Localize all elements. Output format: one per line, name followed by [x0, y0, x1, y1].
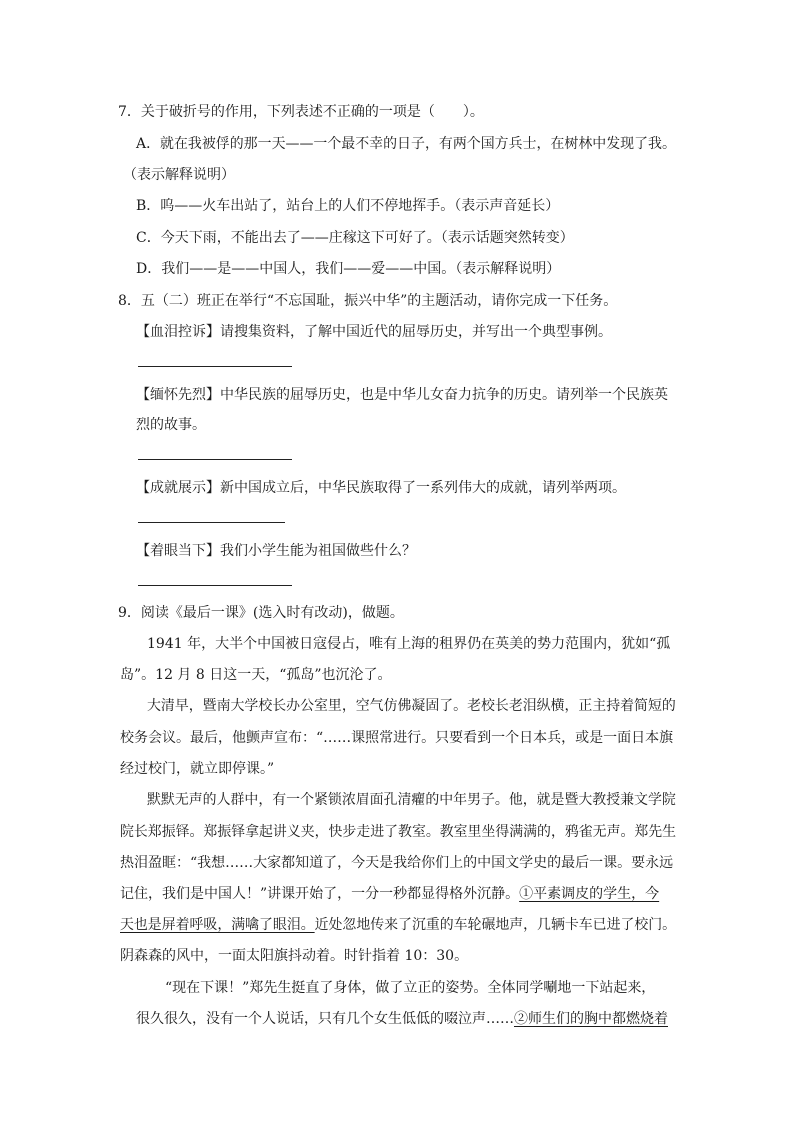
- q8-task-2: 【缅怀先烈】中华民族的屈辱历史，也是中华儿女奋力抗争的历史。请列举一个民族英: [136, 387, 668, 403]
- q8-task-3: 【成就展示】新中国成立后，中华民族取得了一系列伟大的成就，请列举两项。: [136, 480, 626, 496]
- q7-option-a: A．就在我被俘的那一天——一个最不幸的日子，有两个国方兵士，在树林中发现了我。: [136, 136, 676, 152]
- passage-line: 院长郑振铎。郑振铎拿起讲义夹，快步走进了教室。教室里坐得满满的，鸦雀无声。郑先生: [120, 824, 677, 840]
- passage-line: 阴森森的风中，一面太阳旗抖动着。时针指着 10：30。: [120, 948, 469, 964]
- underlined-sentence-1: ①平素调皮的学生，今: [519, 886, 660, 902]
- answer-blank-4[interactable]: [138, 585, 292, 586]
- passage-line: 校务会议。最后，他颤声宣布：“……课照常进行。只要看到一个日本兵，或是一面日本旗: [120, 730, 674, 746]
- passage-text: 记住，我们是中国人！”讲课开始了，一分一秒都显得格外沉静。: [120, 886, 520, 902]
- underlined-sentence-2: ②师生们的胸中都燃烧着: [514, 1011, 668, 1027]
- answer-blank-1[interactable]: [138, 366, 292, 367]
- passage-text: 近处忽地传来了沉重的车轮碾地声，几辆卡车已进了校门。: [314, 917, 677, 933]
- passage-line: 大清早，暨南大学校长办公室里，空气仿佛凝固了。老校长老泪纵横，正主持着简短的: [147, 698, 676, 714]
- passage-line: 热泪盈眶：“我想……大家都知道了，今天是我给你们上的中国文学史的最后一课。要永远: [120, 855, 674, 871]
- passage-text: 很久很久，没有一个人说话，只有几个女生低低的啜泣声……: [136, 1011, 514, 1027]
- q8-task-1: 【血泪控诉】请搜集资料，了解中国近代的屈辱历史，并写出一个典型事例。: [136, 324, 612, 340]
- underlined-sentence-1-cont: 天也是屏着呼吸，满噙了眼泪。: [120, 917, 315, 933]
- passage-line: 岛”。12 月 8 日这一天，“孤岛”也沉沦了。: [120, 667, 392, 683]
- answer-blank-3[interactable]: [138, 522, 285, 523]
- passage-line: 1941 年，大半个中国被日寇侵占，唯有上海的租界仍在英美的势力范围内，犹如“孤: [147, 636, 671, 652]
- q7-option-c: C．今天下雨，不能出去了——庄稼这下可好了。（表示话题突然转变）: [136, 230, 574, 246]
- answer-blank-2[interactable]: [138, 459, 292, 460]
- passage-line: [136, 1010, 668, 1028]
- passage-line: [120, 916, 676, 934]
- q8-task-4: 【着眼当下】我们小学生能为祖国做些什么？: [136, 543, 416, 559]
- q8-task-2-cont: 烈的故事。: [136, 417, 206, 433]
- q8-stem: 8．五（二）班正在举行“不忘国耻，振兴中华”的主题活动，请你完成一下任务。: [118, 293, 618, 309]
- passage-line: 默默无声的人群中，有一个紧锁浓眉面孔清癯的中年男子。他，就是暨大教授兼文学院: [147, 792, 676, 808]
- passage-line: [120, 885, 659, 903]
- passage-line: 经过校门，就立即停课。”: [120, 761, 275, 777]
- passage-line: “现在下课！”郑先生挺直了身体，做了立正的姿势。全体同学唰地一下站起来，: [165, 980, 656, 996]
- q7-option-b: B．呜——火车出站了，站台上的人们不停地挥手。（表示声音延长）: [136, 198, 560, 214]
- q7-option-a-note: （表示解释说明）: [123, 167, 235, 183]
- q7-stem: 7．关于破折号的作用，下列表述不正确的一项是（ ）。: [118, 104, 484, 120]
- q9-stem: 9．阅读《最后一课》(选入时有改动)，做题。: [118, 605, 404, 621]
- q7-option-d: D．我们——是——中国人，我们——爱——中国。（表示解释说明）: [136, 261, 561, 277]
